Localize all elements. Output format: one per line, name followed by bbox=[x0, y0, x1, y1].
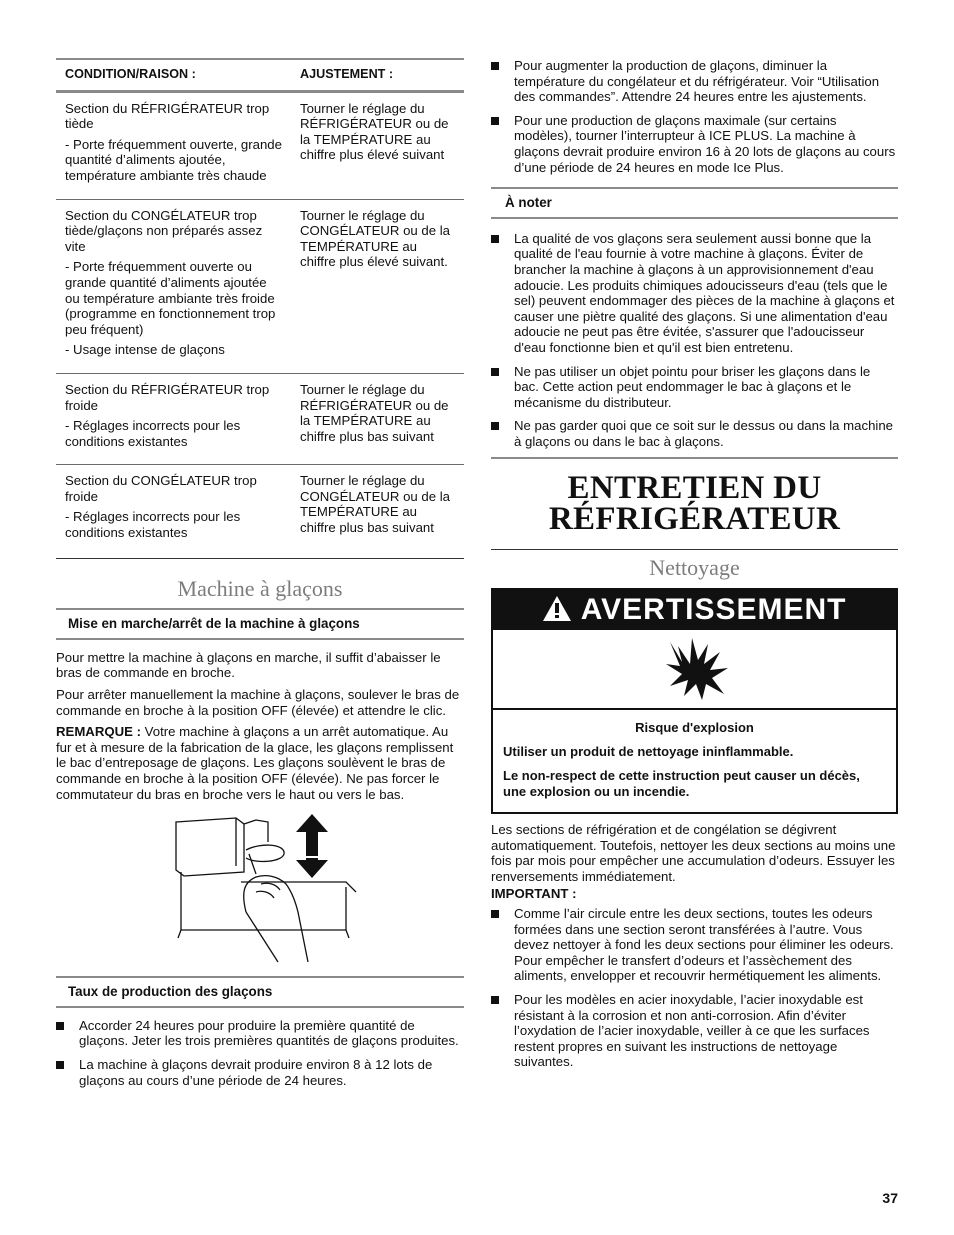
paragraph: Pour arrêter manuellement la machine à glaçons, soulever le bras de commande en broche à la position OFF (élevée) et attendre le clic. bbox=[56, 687, 460, 718]
condition-cell bbox=[56, 199, 291, 373]
warning-image-area bbox=[493, 630, 896, 710]
warning-triangle-icon bbox=[542, 594, 572, 622]
adjustment-cell: Tourner le réglage du RÉFRIGÉRATEUR ou de la TEMPÉRATURE au chiffre plus bas suivant bbox=[291, 373, 464, 464]
square-bullet-icon bbox=[491, 117, 499, 125]
up-down-arrows bbox=[296, 814, 328, 878]
header-condition: CONDITION/RAISON : bbox=[56, 59, 291, 91]
section-title-line-2: RÉFRIGÉRATEUR bbox=[548, 501, 841, 538]
list-item-text: La machine à glaçons devrait produire environ 8 à 12 lots de glaçons au cours d’une période de 24 heures. bbox=[79, 1056, 433, 1088]
onoff-heading: Mise en marche/arrêt de la machine à glaçons bbox=[56, 608, 464, 640]
table-row bbox=[56, 91, 464, 199]
table-row bbox=[56, 465, 464, 558]
right-column bbox=[491, 58, 898, 1078]
rate-heading: Taux de production des glaçons bbox=[56, 976, 464, 1008]
square-bullet-icon bbox=[491, 996, 499, 1004]
ice-production-list bbox=[491, 58, 898, 175]
section-title bbox=[491, 470, 898, 538]
square-bullet-icon bbox=[56, 1061, 64, 1069]
condition-text: Section du CONGÉLATEUR trop froide bbox=[65, 473, 257, 504]
condition-text: - Usage intense de glaçons bbox=[65, 342, 225, 358]
condition-text: Section du RÉFRIGÉRATEUR trop tiède bbox=[65, 100, 270, 132]
condition-cell bbox=[56, 91, 291, 199]
condition-text: - Réglages incorrects pour les conditions existantes bbox=[65, 509, 241, 541]
condition-text: Section du RÉFRIGÉRATEUR trop froide bbox=[65, 381, 270, 413]
list-item bbox=[491, 113, 898, 175]
warning-risk: Risque d'explosion bbox=[635, 720, 754, 736]
list-item-text: Pour augmenter la production de glaçons, diminuer la température du congélateur et du réfrigérateur. Voir “Utilisation des commandes”. Attendre 24 heures entre les ajustements. bbox=[514, 58, 880, 105]
list-item bbox=[491, 364, 898, 411]
important-list bbox=[491, 906, 898, 1070]
adjustment-cell: Tourner le réglage du CONGÉLATEUR ou de la TEMPÉRATURE au chiffre plus bas suivant bbox=[291, 465, 464, 558]
list-item-text: Pour les modèles en acier inoxydable, l’acier inoxydable est résistant à la corrosion et non anti-corrosion. Afin d’éviter l’oxydation de l’acier inoxydable, veiller à ce que les surfaces restent propres en suivant les instructions de nettoyage suivantes. bbox=[514, 992, 870, 1070]
condition-cell bbox=[56, 465, 291, 558]
important-label-text: IMPORTANT : bbox=[491, 886, 577, 902]
warning-text bbox=[493, 710, 896, 812]
note-text: Votre machine à glaçons a un arrêt automatique. Au fur et à mesure de la fabrication de la glace, les glaçons remplissent le bac d’entreposage de glaçons. Les glaçons soulèvent le bras de commande en broche à la position OFF (élevée). Ne pas forcer le commutateur du bras en broche vers le haut ou vers le bas. bbox=[56, 724, 454, 802]
note-paragraph bbox=[56, 724, 464, 802]
warning-box bbox=[491, 588, 898, 814]
list-item bbox=[56, 1018, 464, 1049]
warning-line-1: Utiliser un produit de nettoyage ininflammable. bbox=[503, 744, 794, 760]
explosion-icon bbox=[662, 634, 732, 704]
important-label bbox=[491, 886, 898, 902]
table-row bbox=[56, 373, 464, 464]
list-item bbox=[491, 418, 898, 449]
note-label: REMARQUE : bbox=[56, 724, 141, 740]
adjustment-cell: Tourner le réglage du CONGÉLATEUR ou de la TEMPÉRATURE au chiffre plus élevé suivant. bbox=[291, 199, 464, 373]
list-item bbox=[56, 1057, 464, 1088]
icemaker-illustration bbox=[56, 812, 464, 964]
square-bullet-icon bbox=[491, 62, 499, 70]
section-title-line-1: ENTRETIEN DU bbox=[567, 470, 822, 507]
cleaning-title: Nettoyage bbox=[649, 555, 740, 581]
left-column bbox=[56, 58, 464, 1096]
list-item-text: Pour une production de glaçons maximale (sur certains modèles), tourner l’interrupteur à ICE PLUS. La machine à glaçons devrait produire environ 16 à 20 lots de glaçons au cours d’une période de 24 heures en mode Ice Plus. bbox=[514, 112, 896, 175]
note-list bbox=[491, 231, 898, 450]
warning-line-2: Le non-respect de cette instruction peut causer un décès, une explosion ou un incendie. bbox=[503, 768, 860, 800]
list-item-text: Ne pas garder quoi que ce soit sur le dessus ou dans la machine à glaçons ou dans le bac à glaçons. bbox=[514, 418, 893, 449]
paragraph: Pour mettre la machine à glaçons en marche, il suffit d’abaisser le bras de commande en broche. bbox=[56, 649, 441, 681]
list-item-text: Comme l’air circule entre les deux sections, toutes les odeurs formées dans une section seront transférées à l’autre. Vous devez nettoyer à fond les deux sections pour éliminer les odeurs. Pour empêcher le transfert d’odeurs et l’assèchement des aliments, envelopper et recouvrir hermétiquement les aliments. bbox=[514, 906, 894, 984]
rate-list bbox=[56, 1018, 464, 1088]
table-header-row bbox=[56, 59, 464, 91]
list-item bbox=[491, 906, 898, 984]
square-bullet-icon bbox=[491, 368, 499, 376]
condition-text: - Porte fréquemment ouverte ou grande quantité d’aliments ajoutée ou température ambiante très froide (programme en fonctionnement trop peu fréquent) bbox=[65, 259, 276, 337]
list-item bbox=[491, 231, 898, 356]
table-row bbox=[56, 199, 464, 373]
cleaning-paragraph: Les sections de réfrigération et de congélation se dégivrent automatiquement. Toutefois, nettoyer les deux sections au moins une fois par mois pour empêcher une accumulation d’odeurs. Essuyer les renversements immédiatement. bbox=[491, 822, 896, 884]
list-item-text: La qualité de vos glaçons sera seulement aussi bonne que la qualité de l'eau fournie à votre machine à glaçons. Éviter de brancher la machine à glaçons à un approvisionnement d'eau adoucie. Les produits chimiques adoucisseurs d'eau (tels que le sel) peuvent endommager des pièces de la machine à glaçons et causer une piètre qualité des glaçons. Si une alimentation d'eau adoucie ne peut pas être évitée, s'assurer que l'adoucisseur d'eau fonctionne bien et qu'il est bien entretenu. bbox=[514, 230, 895, 355]
condition-cell bbox=[56, 373, 291, 464]
warning-label: AVERTISSEMENT bbox=[580, 593, 847, 627]
icemaker-arm-drawing bbox=[56, 812, 464, 964]
condition-text: - Réglages incorrects pour les conditions existantes bbox=[65, 418, 241, 449]
note-heading: À noter bbox=[491, 187, 898, 219]
page-number: 37 bbox=[882, 1190, 898, 1206]
square-bullet-icon bbox=[56, 1022, 64, 1030]
condition-text: - Porte fréquemment ouverte, grande quantité d’aliments ajoutée, température ambiante très chaude bbox=[65, 136, 282, 183]
condition-text: Section du CONGÉLATEUR trop tiède/glaçons non préparés assez vite bbox=[65, 207, 263, 254]
list-item bbox=[491, 58, 898, 105]
icemaker-title: Machine à glaçons bbox=[177, 575, 343, 601]
square-bullet-icon bbox=[491, 422, 499, 430]
adjustment-table bbox=[56, 58, 464, 559]
adjustment-cell: Tourner le réglage du RÉFRIGÉRATEUR ou de la TEMPÉRATURE au chiffre plus élevé suivant bbox=[291, 91, 464, 199]
warning-header bbox=[493, 590, 896, 630]
list-item bbox=[491, 992, 898, 1070]
square-bullet-icon bbox=[491, 235, 499, 243]
square-bullet-icon bbox=[491, 910, 499, 918]
header-adjustment: AJUSTEMENT : bbox=[291, 59, 464, 91]
list-item-text: Accorder 24 heures pour produire la première quantité de glaçons. Jeter les trois premières quantités de glaçons produites. bbox=[79, 1017, 459, 1049]
list-item-text: Ne pas utiliser un objet pointu pour briser les glaçons dans le bac. Cette action peut endommager le bac à glaçons et le mécanisme du distributeur. bbox=[514, 363, 871, 410]
